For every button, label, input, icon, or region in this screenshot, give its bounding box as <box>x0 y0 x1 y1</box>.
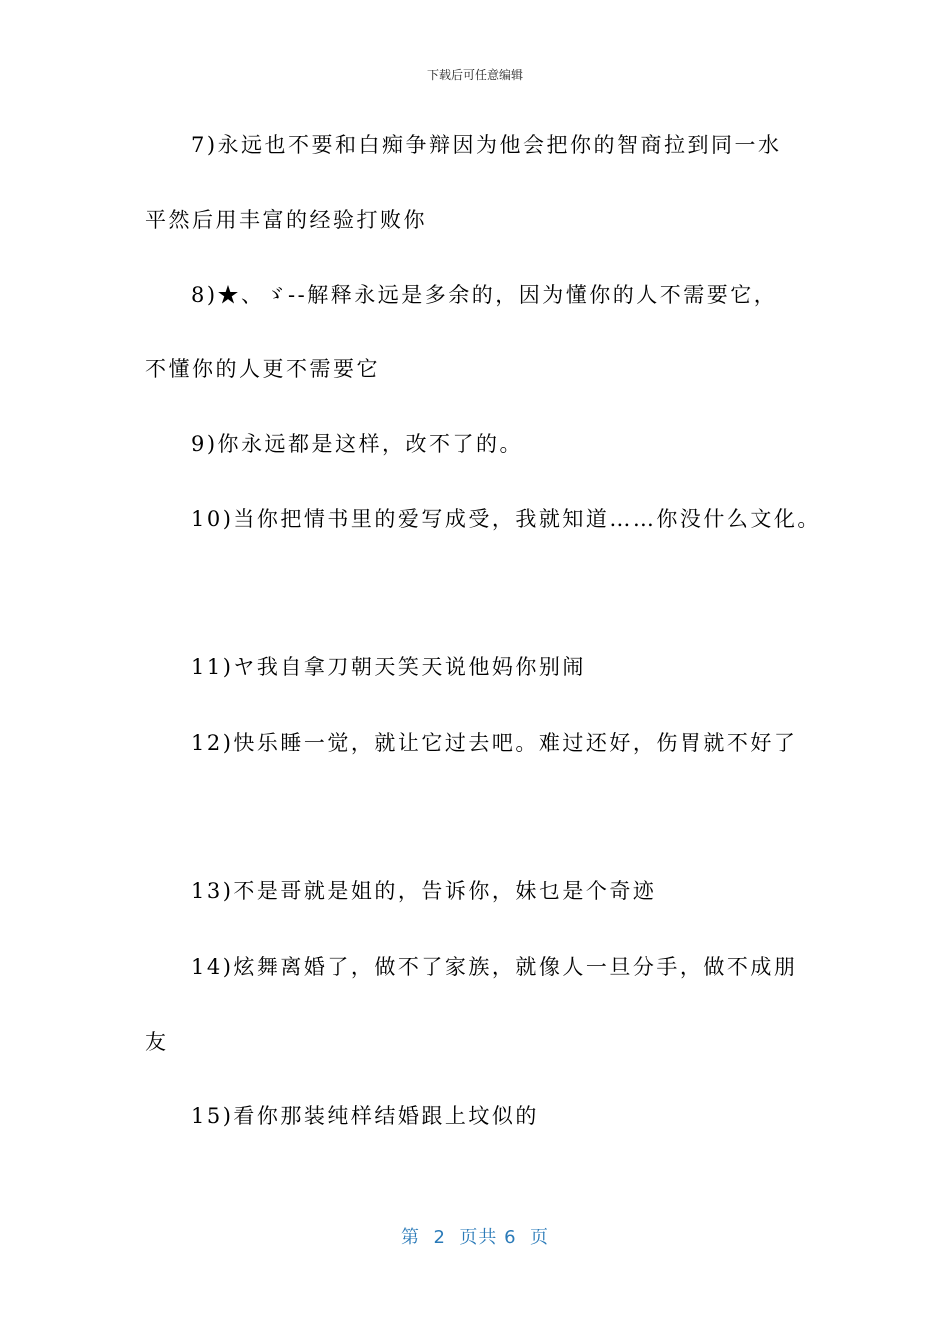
text-line: 平然后用丰富的经验打败你 <box>145 208 427 232</box>
text-line: 9)你永远都是这样，改不了的。 <box>191 432 524 456</box>
page-header: 下载后可任意编辑 <box>426 68 523 82</box>
text-line: 13)不是哥就是姐的，告诉你，妹乜是个奇迹 <box>191 879 657 903</box>
text-line: 7)永远也不要和白痴争辩因为他会把你的智商拉到同一水 <box>191 133 782 157</box>
page-footer: 第 2 页共 6 页 <box>401 1227 549 1248</box>
text-line: 友 <box>145 1030 169 1054</box>
text-line: 15)看你那装纯样结婚跟上坟似的 <box>191 1104 539 1128</box>
text-line: 14)炫舞离婚了，做不了家族，就像人一旦分手，做不成朋 <box>191 955 798 979</box>
text-line: 11)ヤ我自拿刀朝天笑天说他妈你别闹 <box>191 655 586 679</box>
text-line: 不懂你的人更不需要它 <box>145 357 380 381</box>
text-line: 8)★、ゞ--解释永远是多余的，因为懂你的人不需要它， <box>191 283 778 307</box>
text-line: 12)快乐睡一觉，就让它过去吧。难过还好，伤胃就不好了 <box>191 731 798 755</box>
text-line: 10)当你把情书里的爱写成受，我就知道……你没什么文化。 <box>191 507 821 531</box>
